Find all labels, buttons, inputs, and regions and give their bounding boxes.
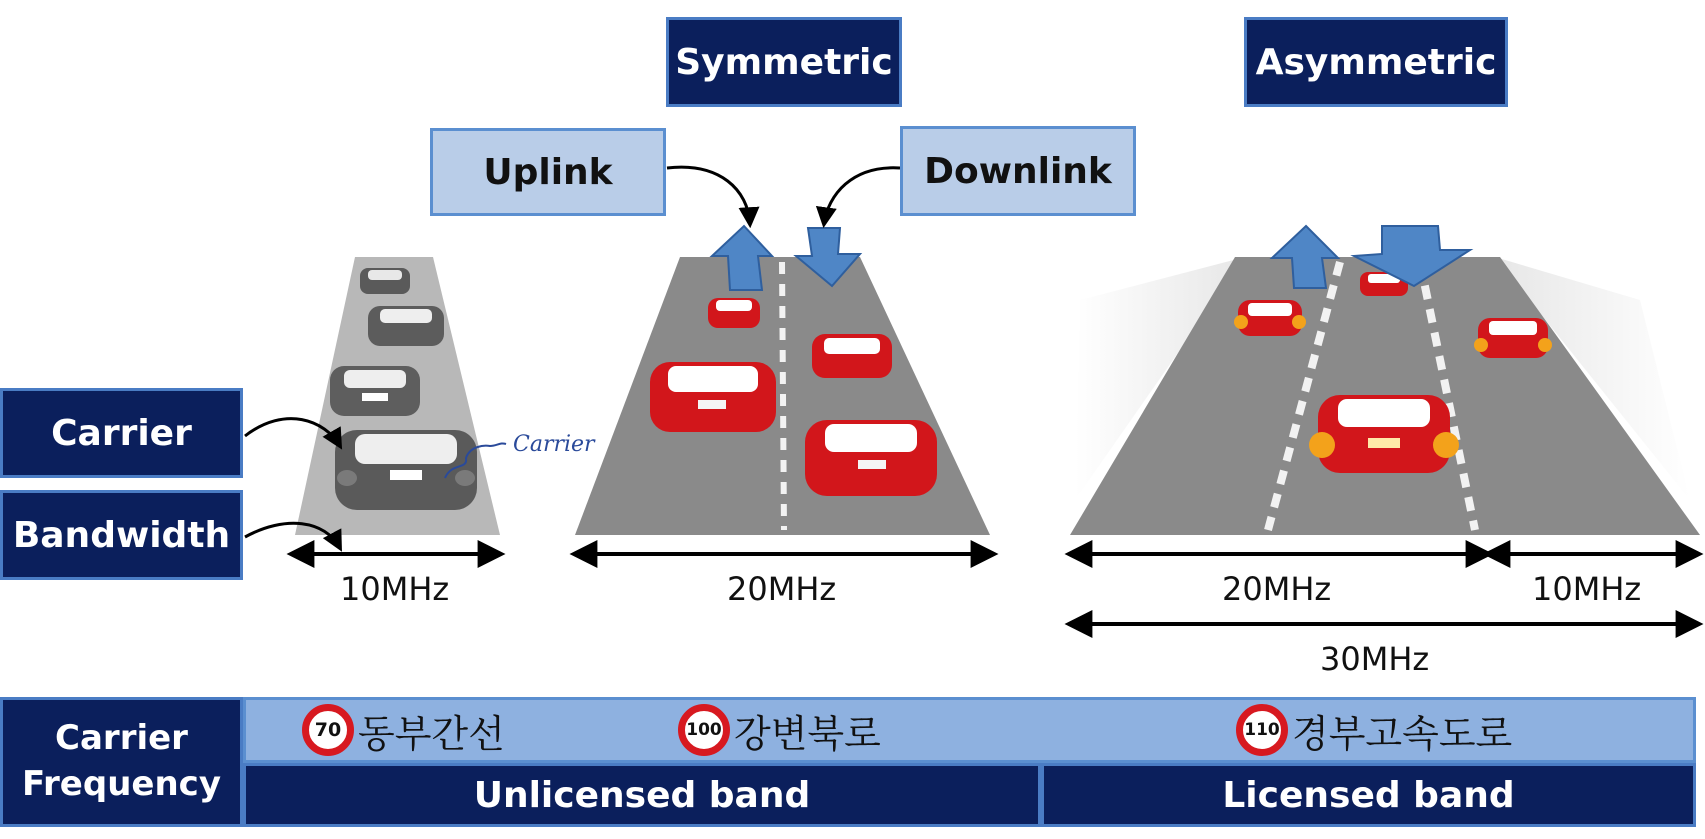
car-gray-4	[335, 430, 477, 510]
car-red-1	[708, 298, 760, 328]
speed-limit-110-sign: 110	[1236, 704, 1288, 756]
car-gray-1	[360, 268, 410, 294]
carrier-frequency-label: Carrier Frequency	[0, 697, 243, 827]
car-gray-3	[330, 366, 420, 416]
carrier-label: Carrier	[0, 388, 243, 478]
bw-label-10mhz: 10MHz	[340, 570, 450, 608]
symmetric-label: Symmetric	[666, 17, 902, 107]
bw-label-30mhz: 30MHz	[1320, 640, 1430, 678]
downlink-callout-arrow	[824, 168, 900, 224]
car-red-8	[1309, 395, 1459, 473]
licensed-band-cell: Licensed band	[1041, 763, 1696, 827]
speed-limit-70-sign: 70	[302, 704, 354, 756]
unlicensed-band-cell: Unlicensed band	[243, 763, 1041, 827]
uplink-callout-arrow	[667, 167, 750, 224]
bw-label-20mhz-asym: 20MHz	[1222, 570, 1332, 608]
bw-label-10mhz-asym: 10MHz	[1532, 570, 1642, 608]
uplink-label: Uplink	[430, 128, 666, 216]
car-gray-2	[368, 306, 444, 346]
bw-label-20mhz: 20MHz	[727, 570, 837, 608]
road-30mhz	[1070, 257, 1700, 535]
car-red-5	[1234, 300, 1306, 336]
road-name-3: 경부고속도로	[1292, 712, 1513, 756]
speed-limit-100-sign: 100	[678, 704, 730, 756]
car-red-7	[1474, 318, 1552, 358]
car-red-4	[805, 420, 937, 496]
road-name-2: 강변북로	[734, 712, 881, 756]
bandwidth-label: Bandwidth	[0, 490, 243, 580]
car-red-2	[650, 362, 776, 432]
asymmetric-label: Asymmetric	[1244, 17, 1508, 107]
handwritten-note: Carrier	[513, 432, 595, 457]
road-20mhz	[575, 257, 990, 535]
road-name-1: 동부간선	[358, 712, 505, 756]
road-10mhz	[295, 257, 500, 535]
downlink-label: Downlink	[900, 126, 1136, 216]
car-red-3	[812, 334, 892, 378]
